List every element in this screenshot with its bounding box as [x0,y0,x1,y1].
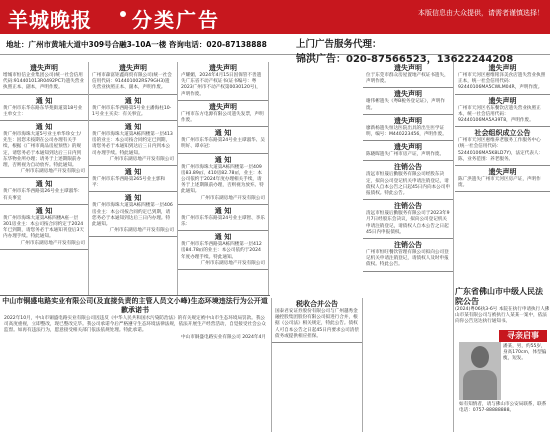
notice-title: 通 知 [214,155,232,164]
notice-box [363,115,453,141]
masthead-bar [0,0,550,34]
address-text: 地址：广州市黄埔大道中309号合融3-10A一楼 咨询电话：020-87138888 [6,40,267,49]
notice-body: 陈晓晖遗失广州市房产证，声明作废。 [366,152,445,158]
notice-body: 增城市恒信企业集团公司(统一社会信用代码:914401013R0492PC7)遗失营业执照正本、副本，声明作废。 [3,73,84,91]
notice-box [272,298,362,343]
notice-box [178,205,268,231]
notice-body: 黄广州市东华西路第26号业主谭淑华：有关事宜 [3,189,83,201]
notice-box [455,166,550,192]
notice-box [0,62,88,95]
notice-body: 位于东莞市群众房屋置地产权证书遗失，声明作废。 [366,73,449,85]
notice-body: 清远市恒晟后勤服务有限公司经股东决定，拟向公司登记机关申请注销登记，请债权人自本公告之日起45日内向本公司申报债权。特此公告。 [366,172,450,197]
notice-box [89,192,177,237]
notice-box [178,127,268,153]
notice-title: 遗失声明 [488,64,517,72]
notice-body: 黄广州市海珠大道第A栋四楼A座一层301房业主：本公司按合同约定于2024年已到期，请您务必于本通知刊登后3天内办理手续。特此通知。 [3,215,85,240]
notice-box [89,95,177,121]
notice-title: 遗失声明 [30,64,58,72]
notice-body: 广州市森富钜鑫商贸有限公司(统一社会信用代码：914401002RS79GH3)遗失营业执照正本、副本，声明作废。 [92,73,172,91]
missing-person-tag: 寻亲启事 [499,330,547,342]
notice-box [0,178,88,204]
notice-body: 陈广洪遗失广州市天河区房产证，声明作废。 [458,177,541,189]
person-body-icon [463,370,497,400]
notice-title: 遗失声明 [119,64,147,72]
notice-title: 注销公告 [394,163,422,172]
column-3 [178,62,269,295]
court-notice-body: (2024)粤06执3-6号 本院在执行申请执行人佛山市某有限公司与被执行人某某一案中，依法向你公告送达执行通知书。 [455,307,550,324]
agent-contact: 锦洪广告：020-87566523，13622244208 [296,54,514,65]
notice-body: 广州市天河区惠维养老服务工作服务中心(统一社会信用代码：52440106MA5K8LD7Y)，法定代表人：陈，业务范围：养老服务。 [458,138,544,162]
newspaper-brand: 羊城晚报 [8,8,92,32]
notice-body: 清远市恒晟后勤服务有限公司于2023年9月7日经股东会决议，拟向公司登记机关申请注销登记，请债权人自本公告之日起45日内申报债权。 [366,211,450,235]
notice-title: 遗失声明 [488,96,517,105]
notice-body: 黄广州市海珠大道第A栋四楼第一层413房的业主：本公司按合同约定已到期，请您务必于本通知到达后三日内到本公司办理手续。特此通知。 [92,132,173,156]
notice-box [363,200,453,239]
header-notice: 本版信息由大众提供，请需者谨慎选择！ [418,9,544,17]
notice-box [89,166,177,192]
column-1 [0,62,89,295]
notice-box [363,239,453,272]
notice-signature: 广州市东湖房地产开发有限公司 [20,169,85,175]
notice-body: 黄广州市海珠大道第A栋四楼第一层406房业主：本公司按合同约定已到期，请您务必于本通知到达后三日内办理。特此通知。 [92,203,173,228]
court-notice [455,287,550,327]
notice-title: 遗失声明 [394,116,422,125]
notice-body: 黄广州市东华西路第A栋四楼第一层412房84.78㎡的业主：本公司依约于2024年度办理手续。特此通知。 [181,242,262,260]
notice-signature: 广州市东湖房地产开发有限公司 [200,260,265,266]
notice-box [455,127,550,166]
notice-signature: 广州市东湖房地产开发有限公司 [109,156,174,162]
notice-box [89,62,177,95]
notice-title: 通 知 [124,123,142,132]
merger-notice-column [271,298,363,432]
apology-body: 2022年10月，中山市铜盛电路实业有限公司因违反《中华人民共和国水污染防治法》的有关规定被中山市生态环境局罚款。我公司高度重视，立即整改，现已整改完毕。我公司承诺今后严格遵守生态环境法律法规，依法开展生产经营活动，自觉接受社会公众监督。如再有违法行为，愿意接受相关部门依法依规处理。特此承诺。 [4,316,266,334]
missing-person-notice [455,330,550,432]
notice-body: 广州市恒旺餐饮管理有限公司拟向公司登记机关申请注销登记，请债权人及时申报债权。特此公告。 [366,250,449,268]
notice-body: 黄广州市东华西路第5号业主潘海柱10-1号业主买卖：有关事宜。 [92,105,172,117]
person-head-icon [471,346,489,368]
notice-title: 遗失声明 [488,168,517,177]
notice-title: 通 知 [214,129,232,138]
notice-title: 通 知 [214,206,232,215]
notice-title: 税收合并公告 [296,300,338,308]
notice-title: 遗失声明 [209,102,237,111]
notice-box [363,161,453,200]
notice-box [0,121,88,178]
notice-body: 谢伟彬遗失《粤B税务登记证》，声明作废。 [366,99,445,111]
missing-person-contact: 如有知情者，请与佛山市公安局联系，联系电话：0757-88888888。 [459,402,547,413]
apology-signature: 中山市铜盛电路实业有限公司 2024年4月 [181,335,266,341]
notice-title: 通 知 [35,123,53,132]
notice-body: 广州市天河区惠维铭泽美食店遗失营业执照正本，统一社会信用代码：92440106MA5CWLM04R，声明作废。 [458,73,546,91]
notice-title: 遗失声明 [394,143,422,152]
notice-title: 通 知 [35,180,53,189]
notice-box [89,121,177,166]
notice-title: 遗失声明 [209,64,237,72]
section-title: 分类广告 [132,8,220,32]
notice-title: 通 知 [214,233,232,242]
apology-title: 中山市铜盛电路实业有限公司(及直接负责的主管人员文小峰)生态环境违法行为公开道歉承诺书 [2,297,268,314]
column-5 [455,62,550,287]
separator-dot-icon [120,11,126,17]
notice-body: 黄广州市海珠大道5号业主单华珍女士/先生：因您未按期在公司办理有关手续，根据《广州市商品房屋预售》的规定，请您务必于本通知到达后三日内到东华物业所办理；请务于上述期限前办理，否则视为自动放弃。特此通知。 [3,132,82,169]
notice-title: 注销公告 [394,202,422,211]
notice-body: 廖新杨遗失恒达医院出具的出生医学证明，编号：M440223456，声明作废。 [366,125,447,138]
notice-body: 黄广州市东华东路东华苑街道第18号业主单女士： [3,105,83,117]
notice-title: 注销公告 [394,241,422,250]
notice-box [178,154,268,205]
notice-title: 通 知 [124,194,142,203]
notice-body: 黄广州市东华东路第24号业主谭淑华、吴明好、谭卓冠： [181,138,265,150]
notice-box [0,95,88,121]
missing-person-info: 潘某，男，约55岁，身高170cm，体型偏瘦，短发。 [503,344,547,361]
notice-title: 社会组织成立公告 [474,129,531,138]
person-photo [459,342,501,400]
agent-label: 上门广告服务代理： [296,39,382,50]
court-notice-title: 广东省佛山市中级人民法院公告 [455,287,543,306]
column-2 [89,62,178,295]
notice-box [363,88,453,114]
notice-body: 黄广州市东华西路第265号业主郭和平： [92,177,166,189]
notice-box [455,95,550,128]
column-4 [363,62,454,432]
notice-title: 通 知 [124,168,142,177]
notice-body: 卢耀媚，2024年4月15日因保管不善遗失广东省不动产权证书(证书编号：粤2023广州市不动产权第0030120号)，声明作废。 [181,73,262,97]
notice-box [363,141,453,161]
notice-box [0,205,88,250]
apology-statement [0,295,270,432]
notice-box [455,62,550,95]
notice-body: 黄广州市海珠大道第A栋四楼第一层409房83.89㎡、410房82.78㎡，业主：本公司依约于2024年度办理相关手续，请务于上述期限前办理，否则视为放弃。特此通知。 [181,164,264,195]
notice-body: 黄广州市东华东路第24号业主谭智、李乐乐： [181,215,265,228]
notice-title: 通 知 [35,96,53,105]
notice-body: 国泰君安证券股份有限公司与广州越秀金融控股集团股份有限公司拟进行合并，根据《公司法》相关规定，特此公告。债权人可自本公告之日起45日内要求公司清偿债务或提供相应担保。 [275,309,359,339]
notice-title: 遗失声明 [394,90,422,99]
notice-title: 通 知 [35,206,53,215]
notice-body: 广州市天河区名东餐饮店遗失营业执照正本，统一社会信用代码：92440106MA5A39T8，声明作废。 [458,105,541,124]
notice-box [178,62,268,101]
notice-body: 广州市东方电源有限公司遗失发票，声明作废。 [181,111,264,124]
notice-title: 通 知 [124,96,142,105]
notice-box [178,101,268,127]
notice-signature: 广州市东湖房地产开发有限公司 [200,195,265,201]
notice-signature: 广州市东湖房地产开发有限公司 [20,240,85,246]
notice-title: 遗失声明 [394,64,422,72]
notice-signature: 广州市东湖房地产开发有限公司 [109,228,174,234]
notice-box [363,62,453,88]
notice-box [178,231,268,270]
